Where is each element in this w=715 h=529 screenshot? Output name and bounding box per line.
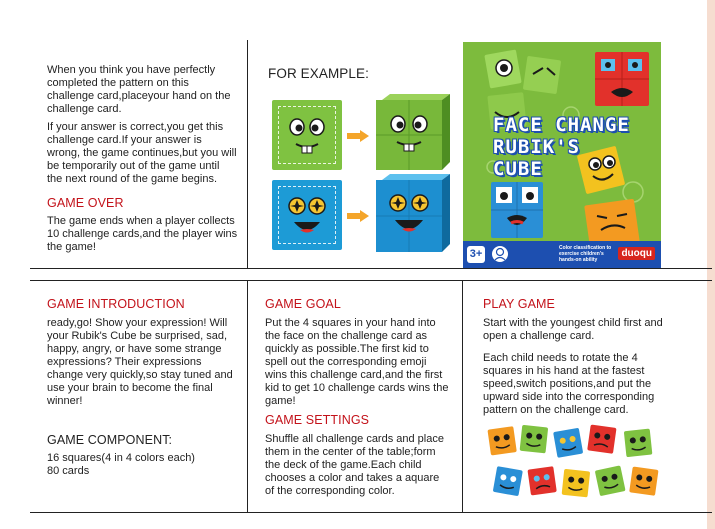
game-goal-heading: GAME GOAL — [265, 297, 341, 311]
box-tagline: Color classification to exercise children's hands-on ability — [559, 245, 612, 263]
page-edge-strip — [707, 0, 715, 529]
section-divider-bottom — [30, 512, 712, 513]
green-cube-icon — [372, 92, 452, 174]
brand-logo: duoqu — [618, 247, 655, 260]
game-goal-text: Put the 4 squares in your hand into the face on the challenge card as quickly as possible.The first kid to spell out the corresponding emoji wins this challenge card,and the first kid to get 10 challenge cards wins the game! — [265, 317, 449, 407]
green-face-icon — [272, 100, 342, 170]
rule-paragraph-1: When you think you have perfectly completed the pattern on this challenge card,placeyour hand on the challenge card. — [47, 64, 231, 115]
box-title-line-2: RUBIK'S — [493, 136, 581, 158]
play-game-text-1: Start with the youngest child first and open a challenge card. — [483, 317, 663, 342]
game-over-text: The game ends when a player collects 10 challenge cards,and the player wins the game! — [47, 215, 238, 253]
arrow-right-icon-2 — [347, 210, 369, 222]
play-game-text-2: Each child needs to rotate the 4 squares in his hand at the fastest speed,switch positions,and put the upward side into the corresponding pattern on the challenge card. — [483, 352, 655, 416]
rule-paragraph-2: If your answer is correct,you get this challenge card.If your answer is wrong, the game continues,but you will be temporarily out of the game until the next round of the game begins. — [47, 121, 237, 185]
box-info-band — [463, 241, 661, 268]
play-game-heading: PLAY GAME — [483, 297, 555, 311]
game-component-heading: GAME COMPONENT: — [47, 433, 173, 447]
scattered-cubes-illustration — [485, 424, 665, 502]
game-settings-text: Shuffle all challenge cards and place them in the center of the table;form the deck of the game.Each child chooses a color and takes a aquare of the corresponding color. — [265, 433, 444, 497]
game-introduction-heading: GAME INTRODUCTION — [47, 297, 185, 311]
arrow-right-icon — [347, 130, 369, 142]
age-badge: 3+ — [467, 246, 485, 263]
game-component-line-2: 80 cards — [47, 465, 90, 477]
section-divider-lower-top — [30, 280, 712, 281]
game-introduction-text: ready,go! Show your expression! Will your Rubik's Cube be surprised, sad, happy, angry, or have some strange expressions? Their expressions change very quickly,so stay tuned and use your brain to become the final winner! — [47, 317, 233, 407]
blue-face-card — [272, 180, 342, 250]
child-icon — [491, 245, 509, 263]
box-title-line-3: CUBE — [493, 158, 543, 180]
green-face-card — [272, 100, 342, 170]
blue-cube-icon — [372, 172, 452, 256]
section-divider-middle — [30, 268, 712, 269]
game-settings-heading: GAME SETTINGS — [265, 413, 370, 427]
box-title-line-1: FACE CHANGE — [493, 114, 630, 136]
blue-face-icon — [272, 180, 342, 250]
game-component-line-1: 16 squares(4 in 4 colors each) — [47, 452, 195, 464]
game-over-heading: GAME OVER — [47, 196, 124, 210]
column-divider-lower-1 — [247, 280, 248, 512]
column-divider-lower-2 — [462, 280, 463, 512]
column-divider-top — [247, 40, 248, 268]
example-heading: FOR EXAMPLE: — [268, 66, 369, 81]
product-box-art — [463, 42, 661, 268]
